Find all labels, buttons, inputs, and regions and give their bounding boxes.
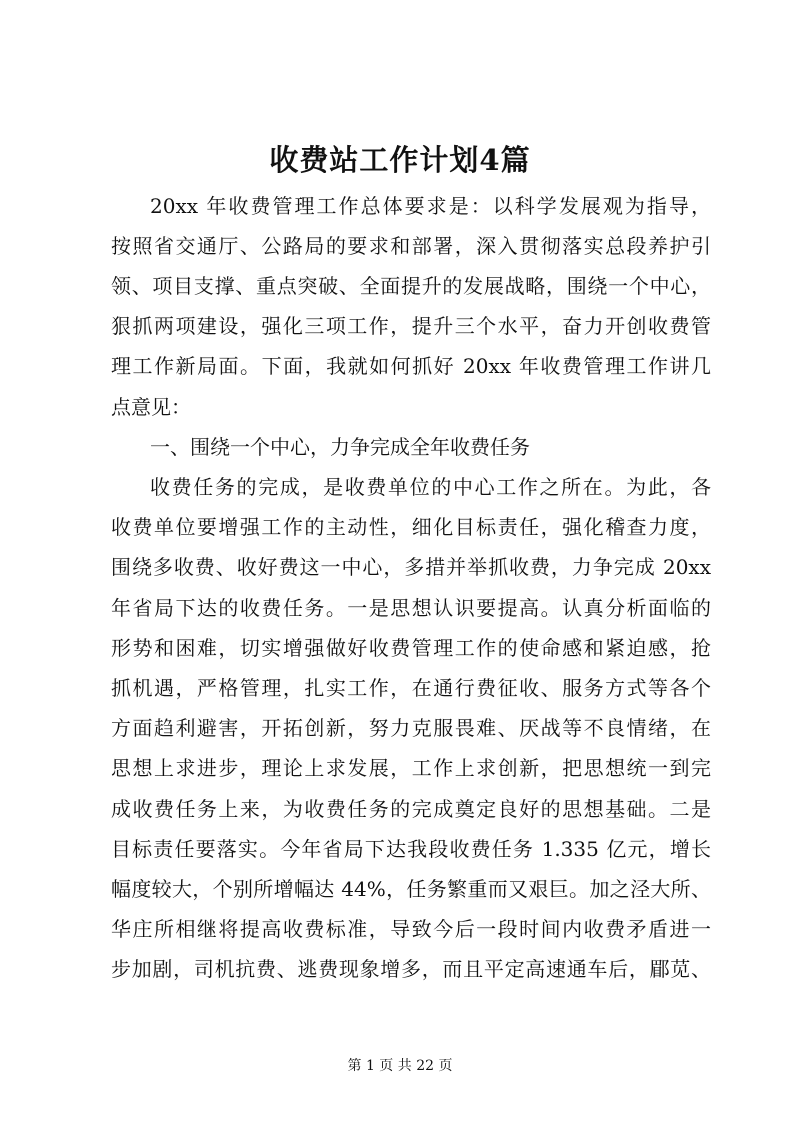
paragraph-line: 理工作新局面。下面，我就如何抓好 20xx 年收费管理工作讲几 [111, 354, 711, 378]
paragraph-line: 华庄所相继将提高收费标准，导致今后一段时间内收费矛盾进一 [111, 917, 711, 941]
paragraph-line: 按照省交通厅、公路局的要求和部署，深入贯彻落实总段养护引 [111, 234, 711, 258]
paragraph-line: 抓机遇，严格管理，扎实工作，在通行费征收、服务方式等各个 [111, 676, 711, 700]
page-number: 第 1 页 共 22 页 [347, 1058, 453, 1074]
paragraph-line: 目标责任要落实。今年省局下达我段收费任务 1.335 亿元，增长 [111, 837, 711, 861]
paragraph-line: 思想上求进步，理论上求发展，工作上求创新，把思想统一到完 [111, 756, 711, 780]
paragraph-line: 收费单位要增强工作的主动性，细化目标责任，强化稽查力度， [111, 515, 711, 539]
paragraph-line: 方面趋利避害，开拓创新，努力克服畏难、厌战等不良情绪，在 [111, 716, 711, 740]
paragraph-line: 狠抓两项建设，强化三项工作，提升三个水平，奋力开创收费管 [111, 314, 711, 338]
paragraph-line: 步加剧，司机抗费、逃费现象增多，而且平定高速通车后，郿苋、 [111, 957, 711, 981]
paragraph-line: 领、项目支撑、重点突破、全面提升的发展战略，围绕一个中心， [111, 274, 711, 298]
document-title: 收费站工作计划4篇 [269, 143, 531, 177]
paragraph-line: 形势和困难，切实增强做好收费管理工作的使命感和紧迫感，抢 [111, 636, 711, 660]
paragraph-line: 围绕多收费、收好费这一中心，多措并举抓收费，力争完成 20xx [111, 555, 711, 579]
paragraph-line: 年省局下达的收费任务。一是思想认识要提高。认真分析面临的 [111, 596, 711, 620]
paragraph-line: 20xx 年收费管理工作总体要求是：以科学发展观为指导， [150, 194, 711, 218]
paragraph-line: 点意见： [111, 395, 191, 419]
paragraph-line: 收费任务的完成，是收费单位的中心工作之所在。为此，各 [150, 475, 711, 499]
paragraph-line: 成收费任务上来，为收费任务的完成奠定良好的思想基础。二是 [111, 797, 711, 821]
paragraph-line: 幅度较大，个别所增幅达 44%，任务繁重而又艰巨。加之泾大所、 [111, 877, 711, 901]
section-heading: 一、围绕一个中心，力争完成全年收费任务 [150, 435, 530, 459]
